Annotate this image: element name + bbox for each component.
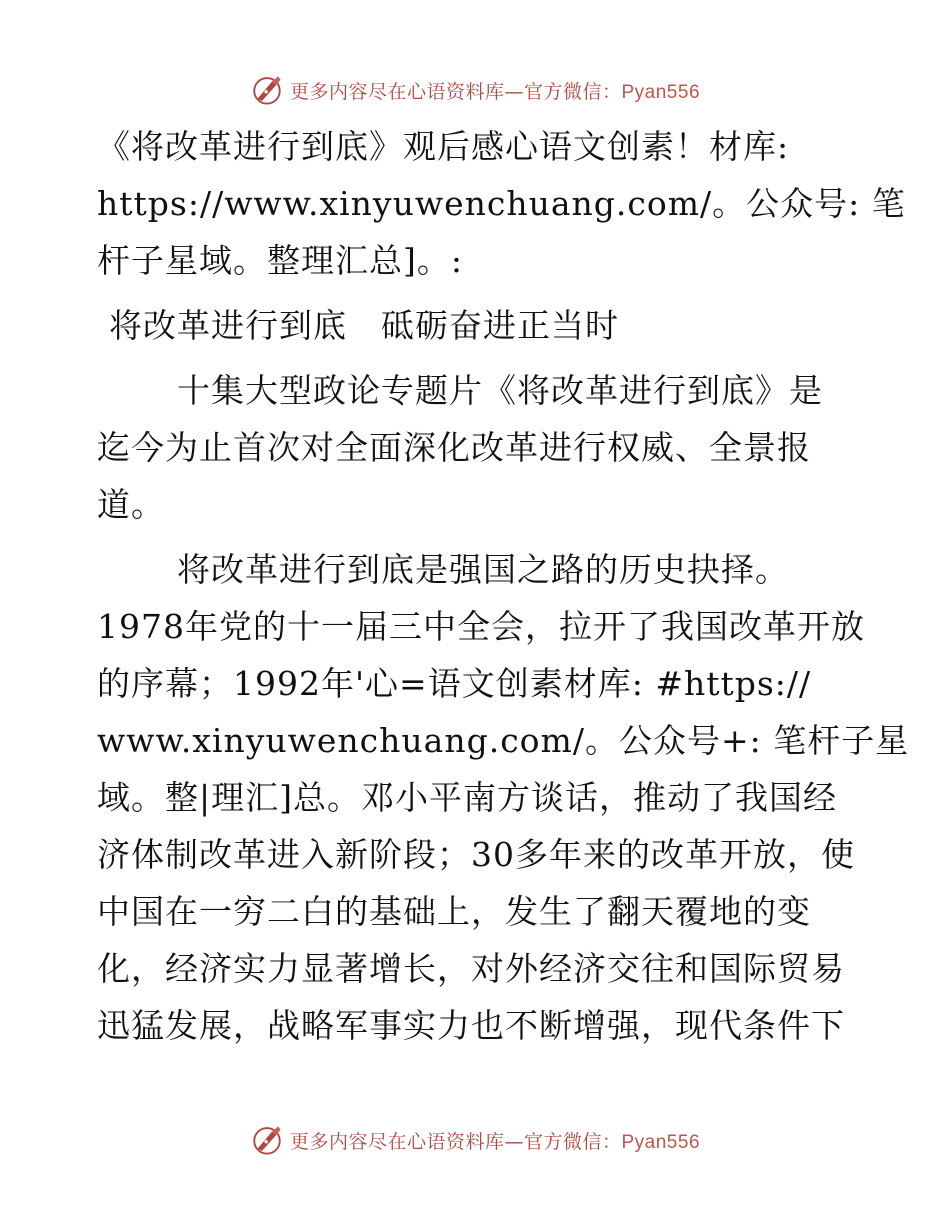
paragraph-line: 域。整|理汇]总。邓小平南方谈话，推动了我国经 bbox=[97, 778, 837, 817]
banner-dash: — bbox=[504, 80, 524, 103]
document-body bbox=[97, 118, 910, 1054]
paragraph-line: 的序幕；1992年'心=语文创素材库: #https:// bbox=[97, 664, 812, 703]
banner-official-label: 官方微信： bbox=[523, 1130, 622, 1153]
banner-wechat-id: Pyan556 bbox=[621, 81, 701, 103]
banner-dash: — bbox=[504, 1130, 524, 1153]
banner-text bbox=[290, 77, 700, 104]
section-heading bbox=[97, 297, 867, 354]
banner-slogan: 更多内容尽在心语资料库 bbox=[289, 80, 505, 103]
paragraph-line: 道。 bbox=[97, 485, 165, 524]
paragraph-line: 化，经济实力显著增长，对外经济交往和国际贸易 bbox=[97, 949, 845, 988]
paragraph-line: 济体制改革进入新阶段；30多年来的改革开放，使 bbox=[97, 835, 855, 874]
paragraph-line: 迅猛发展，战略军事实力也不断增强，现代条件下 bbox=[97, 1006, 845, 1045]
pen-nib-logo-icon bbox=[250, 73, 284, 107]
banner-slogan: 更多内容尽在心语资料库 bbox=[289, 1130, 505, 1153]
paragraph-line: 中国在一穷二白的基础上，发生了翻天覆地的变 bbox=[97, 892, 811, 931]
paragraph-line: 十集大型政论专题片《将改革进行到底》是 bbox=[177, 371, 823, 410]
paragraph-line: 1978年党的十一届三中全会，拉开了我国改革开放 bbox=[97, 607, 865, 646]
intro-line: https://www.xinyuwenchuang.com/。公众号: 笔 bbox=[97, 184, 906, 223]
banner-official-label: 官方微信： bbox=[523, 80, 622, 103]
paragraph-line: 将改革进行到底是强国之路的历史抉择。 bbox=[177, 550, 789, 589]
paragraph-line: www.xinyuwenchuang.com/。公众号+: 笔杆子星 bbox=[97, 721, 910, 760]
paragraph-1 bbox=[97, 362, 867, 533]
intro-line: 杆子星域。整理汇总]。: bbox=[97, 241, 463, 280]
intro-line: 《将改革进行到底》观后感心语文创素！材库: bbox=[97, 127, 790, 166]
header-banner bbox=[0, 70, 950, 110]
intro-paragraph bbox=[97, 118, 906, 289]
paragraph-2 bbox=[97, 541, 910, 1054]
banner-text bbox=[290, 1127, 700, 1154]
pen-nib-logo-icon bbox=[250, 1123, 284, 1157]
paragraph-line: 迄今为止首次对全面深化改革进行权威、全景报 bbox=[97, 428, 811, 467]
footer-banner bbox=[0, 1120, 950, 1160]
banner-wechat-id: Pyan556 bbox=[621, 1131, 701, 1153]
heading-text: 将改革进行到底 砥砺奋进正当时 bbox=[109, 306, 619, 345]
